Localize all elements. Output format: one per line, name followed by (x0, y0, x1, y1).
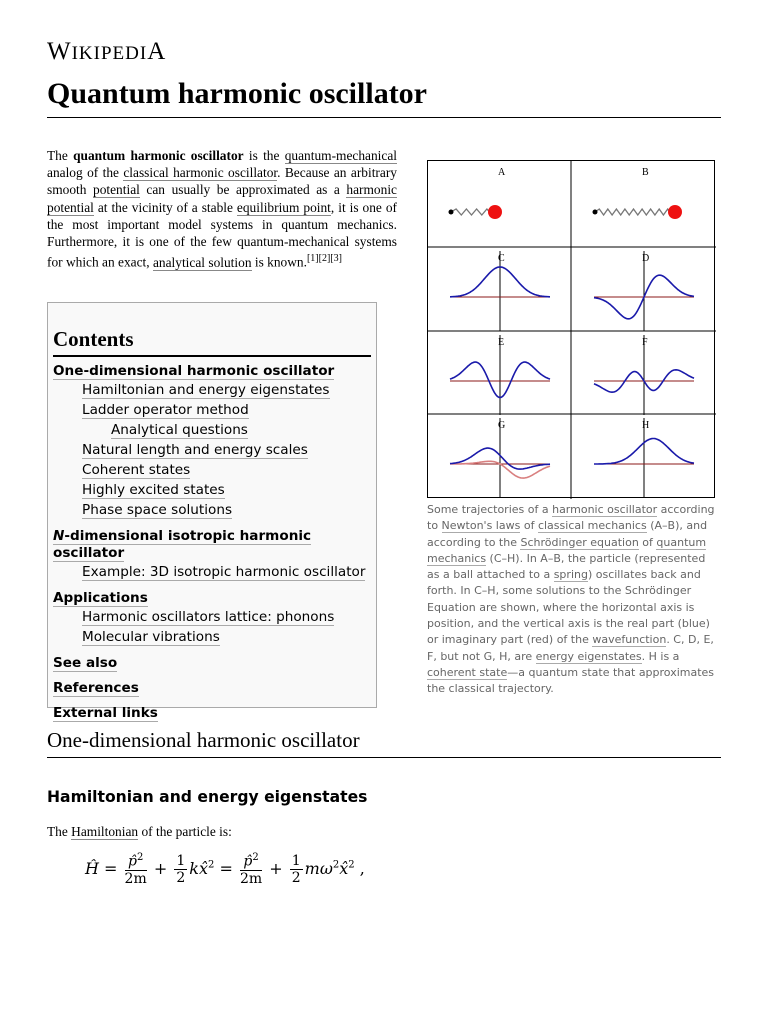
table-of-contents (47, 302, 377, 721)
toc-item-phonons[interactable]: Harmonic oscillators lattice: phonons (82, 609, 335, 625)
link-quantum-mechanical[interactable]: quantum-mechanical (284, 148, 397, 163)
toc-item-1d-oscillator[interactable]: One-dimensional harmonic oscillator (53, 363, 335, 379)
toc-item-see-also[interactable]: See also (53, 655, 118, 671)
spring-a (451, 209, 492, 215)
caption-link-quantum-mechanics[interactable]: quantum mechanics (427, 535, 707, 565)
toc-item-hamiltonian[interactable]: Hamiltonian and energy eigenstates (82, 382, 330, 398)
panel-label-a: A (498, 167, 506, 178)
toc-item-phase-space[interactable]: Phase space solutions (82, 502, 233, 518)
hamiltonian-paragraph: The Hamiltonian of the particle is: (47, 824, 232, 839)
caption-link-spring[interactable]: spring (553, 568, 588, 582)
subsection-heading-hamiltonian: Hamiltonian and energy eigenstates (47, 788, 368, 806)
panel-label-b: B (642, 167, 649, 178)
panel-label-d: D (642, 253, 650, 264)
oscillator-figure[interactable] (427, 160, 715, 498)
toc-item-coherent-states[interactable]: Coherent states (82, 462, 191, 478)
toc-item-3d-example[interactable]: Example: 3D isotropic harmonic oscillator (82, 564, 366, 580)
reference-markers[interactable]: [1][2][3] (306, 253, 342, 265)
link-analytical-solution[interactable]: analytical solution (152, 254, 252, 270)
caption-link-schrodinger-equation[interactable]: Schrödinger equation (520, 535, 639, 549)
toc-item-n-dimensional[interactable]: N-dimensional isotropic harmonic oscillator (53, 528, 312, 561)
link-hamiltonian[interactable]: Hamiltonian (71, 824, 139, 839)
wikipedia-logo[interactable]: WIKIPEDIA (47, 38, 167, 65)
link-potential[interactable]: potential (93, 182, 140, 198)
toc-item-references[interactable]: References (53, 680, 139, 696)
spring-b (595, 209, 672, 215)
panel-label-f: F (642, 337, 648, 348)
panel-label-e: E (498, 337, 505, 348)
page-title: Quantum harmonic oscillator (47, 76, 721, 118)
caption-link-classical-mechanics[interactable]: classical mechanics (537, 519, 647, 533)
caption-link-energy-eigenstates[interactable]: energy eigenstates (535, 649, 642, 663)
panel-label-g: G (498, 420, 506, 431)
intro-paragraph: The quantum harmonic oscillator is the quantum-mechanical analog of the classical harmonic oscillator. Because an arbitrary smooth potential can usually be approximated as a harmonic potential at the vicinity of a stable equilibrium point, it is one of the most important model systems in quantum mechanics. Furthermore, it is one of the few quantum-mechanical systems for which an exact, analytical solution is known.[1][2][3] (47, 148, 397, 270)
link-harmonic-potential[interactable]: harmonic potential (47, 182, 397, 215)
toc-item-external-links[interactable]: External links (53, 705, 158, 721)
toc-item-applications[interactable]: Applications (53, 590, 148, 606)
toc-item-molecular-vibrations[interactable]: Molecular vibrations (82, 629, 220, 645)
ball-b (668, 205, 682, 219)
spring-anchor-b (593, 210, 598, 215)
toc-item-natural-scales[interactable]: Natural length and energy scales (82, 442, 308, 458)
toc-item-analytical-questions[interactable]: Analytical questions (111, 422, 248, 438)
toc-item-ladder-operator[interactable]: Ladder operator method (82, 402, 249, 418)
link-equilibrium-point[interactable]: equilibrium point (236, 199, 331, 215)
link-classical-harmonic-oscillator[interactable]: classical harmonic oscillator (123, 165, 278, 181)
figure-caption: Some trajectories of a harmonic oscillator according to Newton's laws of classical mechanics (A–B), and according to the Schrödinger equation of quantum mechanics (C–H). In A–B, the particle (represented as a ball attached to a spring) oscillates back and forth. In C–H, some solutions to the Schrödinger Equation are shown, where the horizontal axis is position, and the vertical axis is the real part (blue) or imaginary part (red) of the wavefunction. C, D, E, F, but not G, H, are energy eigenstates. H is a coherent state—a quantum state that approximates the classical trajectory. (427, 503, 715, 696)
ball-a (488, 205, 502, 219)
caption-link-coherent-state[interactable]: coherent state (427, 665, 508, 679)
caption-link-wavefunction[interactable]: wavefunction (592, 633, 667, 647)
caption-link-newtons-laws[interactable]: Newton's laws (441, 519, 521, 533)
spring-anchor-a (449, 210, 454, 215)
hamiltonian-equation: Ĥ = $\frac{p̂^2}{2m}$ + $\frac{1}{2}$ kx̂$^2$ = $\frac{p̂^2}{2m}$ + $\frac{1}{2}$ $m\omega^2x̂^2$ , (85, 852, 365, 887)
toc-item-highly-excited[interactable]: Highly excited states (82, 482, 225, 498)
panel-label-h: H (642, 420, 650, 431)
toc-heading: Contents (53, 327, 371, 357)
section-heading-1d-oscillator: One-dimensional harmonic oscillator (47, 728, 721, 758)
oscillator-figure-svg (428, 161, 716, 499)
panel-label-c: C (498, 253, 505, 264)
caption-link-harmonic-oscillator[interactable]: harmonic oscillator (552, 503, 658, 516)
